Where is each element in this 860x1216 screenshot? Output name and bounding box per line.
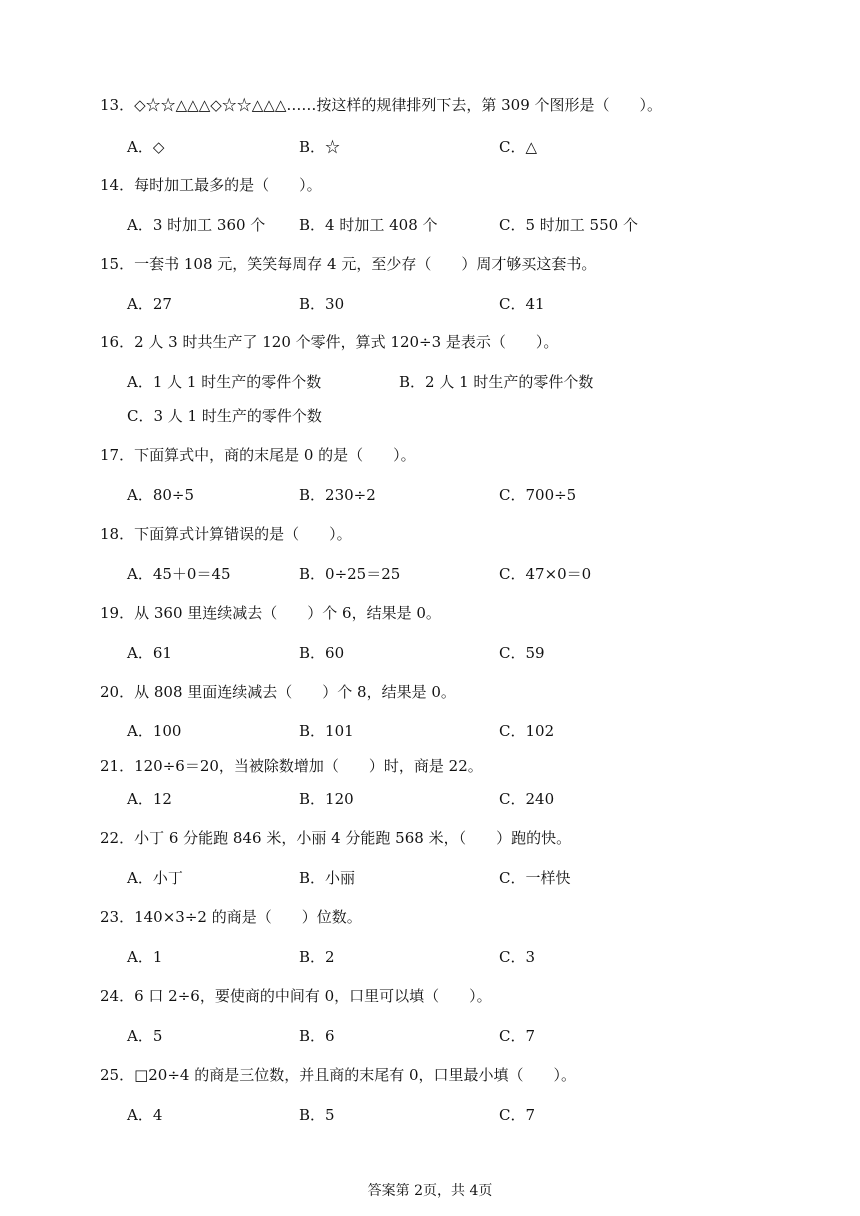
option-a: A．45＋0＝45: [127, 565, 231, 583]
option-b: B．小丽: [299, 869, 356, 887]
option-b: B．120: [299, 790, 354, 808]
option-b: B．5: [299, 1106, 335, 1124]
question-25: 25．□20÷4 的商是三位数，并且商的末尾有 0，口里最小填（ ）。: [100, 1066, 577, 1084]
page-footer: 答案第 2页，共 4页: [367, 1183, 493, 1199]
option-c: C．102: [499, 722, 555, 740]
option-b: B．☆: [299, 138, 341, 156]
option-c: C．3: [499, 948, 536, 966]
option-b: B．30: [299, 295, 345, 313]
option-b: B．60: [299, 644, 345, 662]
option-c: C．一样快: [499, 869, 571, 887]
question-19: 19．从 360 里连续减去（ ）个 6，结果是 0。: [100, 604, 441, 622]
option-a: A．100: [127, 722, 182, 740]
option-a: A．1: [127, 948, 163, 966]
question-18: 18．下面算式计算错误的是（ ）。: [100, 525, 352, 543]
option-b: B．6: [299, 1027, 335, 1045]
option-b: B．2 人 1 时生产的零件个数: [399, 373, 594, 391]
option-a: A．◇: [127, 138, 165, 156]
question-14: 14．每时加工最多的是（ ）。: [100, 176, 322, 194]
option-c: C．47×0＝0: [499, 565, 592, 583]
option-a: A．3 时加工 360 个: [127, 216, 266, 234]
option-b: B．230÷2: [299, 486, 376, 504]
option-b: B．2: [299, 948, 335, 966]
question-22: 22．小丁 6 分能跑 846 米，小丽 4 分能跑 568 米，（ ）跑的快。: [100, 829, 572, 847]
option-c: C．240: [499, 790, 555, 808]
option-c: C．7: [499, 1106, 536, 1124]
option-a: A．27: [127, 295, 172, 313]
question-13: 13．◇☆☆△△△◇☆☆△△△……按这样的规律排列下去，第 309 个图形是（ ）。: [100, 96, 663, 114]
question-15: 15．一套书 108 元，笑笑每周存 4 元，至少存（ ）周才够买这套书。: [100, 255, 597, 273]
question-23: 23．140×3÷2 的商是（ ）位数。: [100, 908, 362, 926]
question-21: 21．120÷6＝20，当被除数增加（ ）时，商是 22。: [100, 757, 483, 775]
option-c: C．△: [499, 138, 538, 156]
option-a: A．80÷5: [127, 486, 195, 504]
option-c: C．5 时加工 550 个: [499, 216, 638, 234]
question-17: 17．下面算式中，商的末尾是 0 的是（ ）。: [100, 446, 416, 464]
option-b: B．101: [299, 722, 354, 740]
option-c: C．700÷5: [499, 486, 577, 504]
option-a: A．12: [127, 790, 172, 808]
option-a: A．小丁: [127, 869, 183, 887]
option-b: B．0÷25＝25: [299, 565, 401, 583]
option-c: C．7: [499, 1027, 536, 1045]
option-a: A．5: [127, 1027, 163, 1045]
option-a: A．4: [127, 1106, 163, 1124]
question-24: 24．6 口 2÷6，要使商的中间有 0，口里可以填（ ）。: [100, 987, 492, 1005]
option-c: C．41: [499, 295, 545, 313]
question-16: 16．2 人 3 时共生产了 120 个零件，算式 120÷3 是表示（ ）。: [100, 333, 559, 351]
option-c: C．59: [499, 644, 545, 662]
option-c: C．3 人 1 时生产的零件个数: [127, 407, 322, 425]
option-a: A．1 人 1 时生产的零件个数: [127, 373, 322, 391]
question-20: 20．从 808 里面连续减去（ ）个 8，结果是 0。: [100, 683, 456, 701]
option-b: B．4 时加工 408 个: [299, 216, 438, 234]
option-a: A．61: [127, 644, 172, 662]
